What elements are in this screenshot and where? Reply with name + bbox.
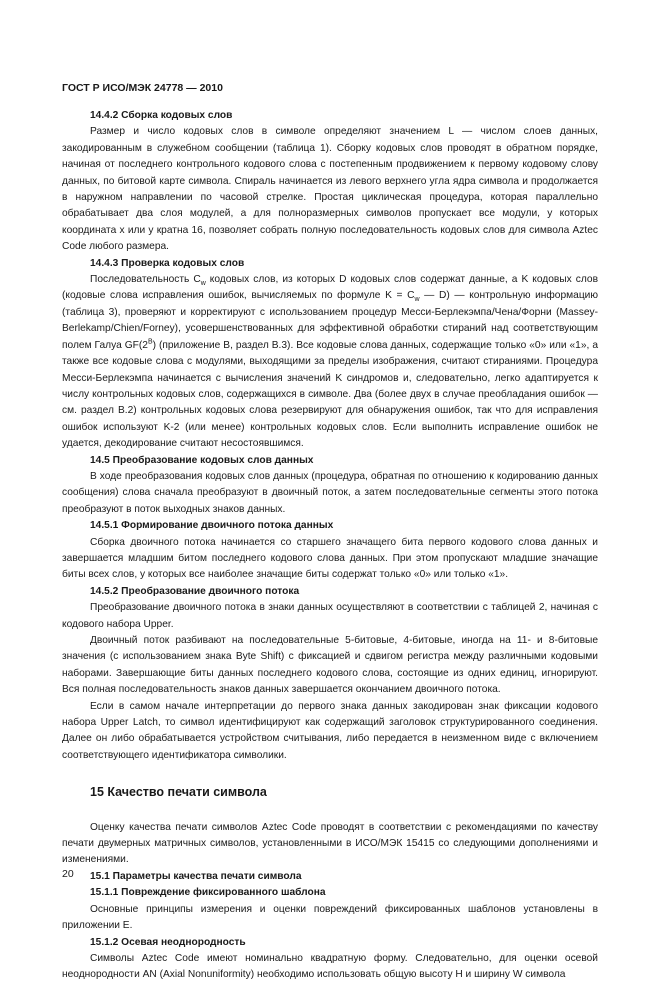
section-heading-15-1-2: 15.1.2 Осевая неоднородность	[90, 936, 246, 948]
paragraph-bitstream-conversion-2: Двоичный поток разбивают на последовательные 5-битовые, 4-битовые, иногда на 11- и 8-битовые значения (с использованием знака Byte Shift) с фиксацией и сдвигом регистра между различными кодовыми наборами. Завершающие биты данных последнего кодового слова, состоящие из одних единиц, игнорируют. Вся полная последовательность знаков данных завершается окончанием двоичного потока.	[62, 635, 598, 696]
text-run: кодовых слов, из которых D кодовых слов содержат данные, а K кодовых слов (кодовые слова исправления ошибок, вычисляемых по формуле K = C	[62, 274, 598, 302]
subscript: w	[414, 296, 420, 304]
document-header: ГОСТ Р ИСО/МЭК 24778 — 2010	[62, 82, 223, 94]
page-content	[62, 108, 598, 984]
superscript: B	[147, 338, 153, 346]
section-heading-14-5-2: 14.5.2 Преобразование двоичного потока	[90, 585, 300, 597]
section-heading-14-5: 14.5 Преобразование кодовых слов данных	[90, 454, 314, 466]
subscript: w	[200, 280, 206, 288]
section-heading-15: 15 Качество печати символа	[90, 785, 267, 800]
paragraph-bitstream-conversion-1: Преобразование двоичного потока в знаки данных осуществляют в соответствии с таблицей 2, начиная с кодового набора Upper.	[62, 602, 598, 630]
section-heading-15-1: 15.1 Параметры качества печати символа	[90, 870, 302, 882]
paragraph-fixed-pattern-damage: Основные принципы измерения и оценки повреждений фиксированных шаблонов установлены в приложении Е.	[62, 903, 598, 932]
section-heading-14-4-2: 14.4.2 Сборка кодовых слов	[90, 110, 233, 121]
section-heading-14-4-3: 14.4.3 Проверка кодовых слов	[90, 257, 245, 269]
paragraph-data-conversion: В ходе преобразования кодовых слов данных (процедура, обратная по отношению к кодированию данных сообщения) слова сначала преобразуют в двоичный поток, а затем последовательные сегменты этого потока преобразуют в поток выходных знаков данных.	[62, 470, 598, 515]
section-heading-15-1-1: 15.1.1 Повреждение фиксированного шаблона	[90, 887, 326, 899]
paragraph-print-quality: Оценку качества печати символов Aztec Code проводят в соответствии с рекомендациями по качеству печати двумерных матричных символов, установленными в ИСО/МЭК 15415 со следующими дополнениями и изменениями.	[62, 821, 598, 866]
paragraph-bitstream-conversion-3: Если в самом начале интерпретации до первого знака данных закодирован знак фиксации кодового набора Upper Latch, то символ идентифицируют как содержащий заголовок структурированного соединения. Далее он либо обрабатывается устройством считывания, либо передается в неизменном виде с включением соответствующего идентификатора символики.	[62, 700, 598, 761]
paragraph-axial-nonuniformity: Символы Aztec Code имеют номинально квадратную форму. Следовательно, для оценки осевой неоднородности AN (Axial Nonuniformity) необходимо использовать общую высоту H и ширину W символа	[62, 952, 598, 981]
paragraph-codeword-assembly: Размер и число кодовых слов в символе определяют значением L — числом слоев данных, закодированным в служебном сообщении (таблица 1). Сборку кодовых слов проводят в обратном порядке, начиная от последнего контрольного кодового слова с постепенным продвижением к первому кодовому слову данных, по битовой карте символа. Спираль начинается из левого верхнего угла ядра символа и продолжается в наружном направлении по часовой стрелке. Простая циклическая процедура, которая параллельно обрабатывает два слоя модулей, а для полноразмерных символов пропускает все модули, у которых координата x или y кратна 16, позволяет собрать полную последовательность кодовых слов для символа Aztec Code любого размера.	[62, 126, 598, 253]
paragraph-bitstream-forming: Сборка двоичного потока начинается со старшего значащего бита первого кодового слова данных и завершается младшим битом последнего кодового слова данных. При этом пропускают младшие значащие биты всех слов, у которых все наиболее значащие биты содержат только «0» или только «1».	[62, 536, 598, 581]
paragraph-codeword-check	[62, 272, 598, 452]
text-run: — D) — контрольную информацию (таблица 3), проверяют и корректируют с использованием процедур Месси-Берлекэмпа/Чена/Форни (Massey-Berlekamp/Chien/Forney), усовершенствованных для эффективной обработки стираний над соответствующим полем Галуа GF(2	[62, 290, 598, 351]
section-heading-14-5-1: 14.5.1 Формирование двоичного потока данных	[90, 520, 334, 532]
text-run: Последовательность C	[90, 274, 201, 286]
page-number: 20	[62, 868, 74, 880]
text-run: ) (приложение В, раздел В.3). Все кодовые слова данных, содержащие только «0» или «1», а также все кодовые слова с модулями, выходящими за пределы изображения, считают стираниями. Процедура Месси-Берлекэмпа начинается с вычисления значений K синдромов и, следовательно, легко адаптируется к числу контрольных кодовых слов, содержащихся в символе. Два (более двух в случае преобладания ошибок — см. раздел В.2) контрольных кодовых слова резервируют для обнаружения ошибок, так что для исправления ошибок используют K-2 (или менее) контрольных кодовых слов. Если выполнить исправление ошибок не удается, декодирование считают несостоявшимся.	[62, 339, 598, 450]
